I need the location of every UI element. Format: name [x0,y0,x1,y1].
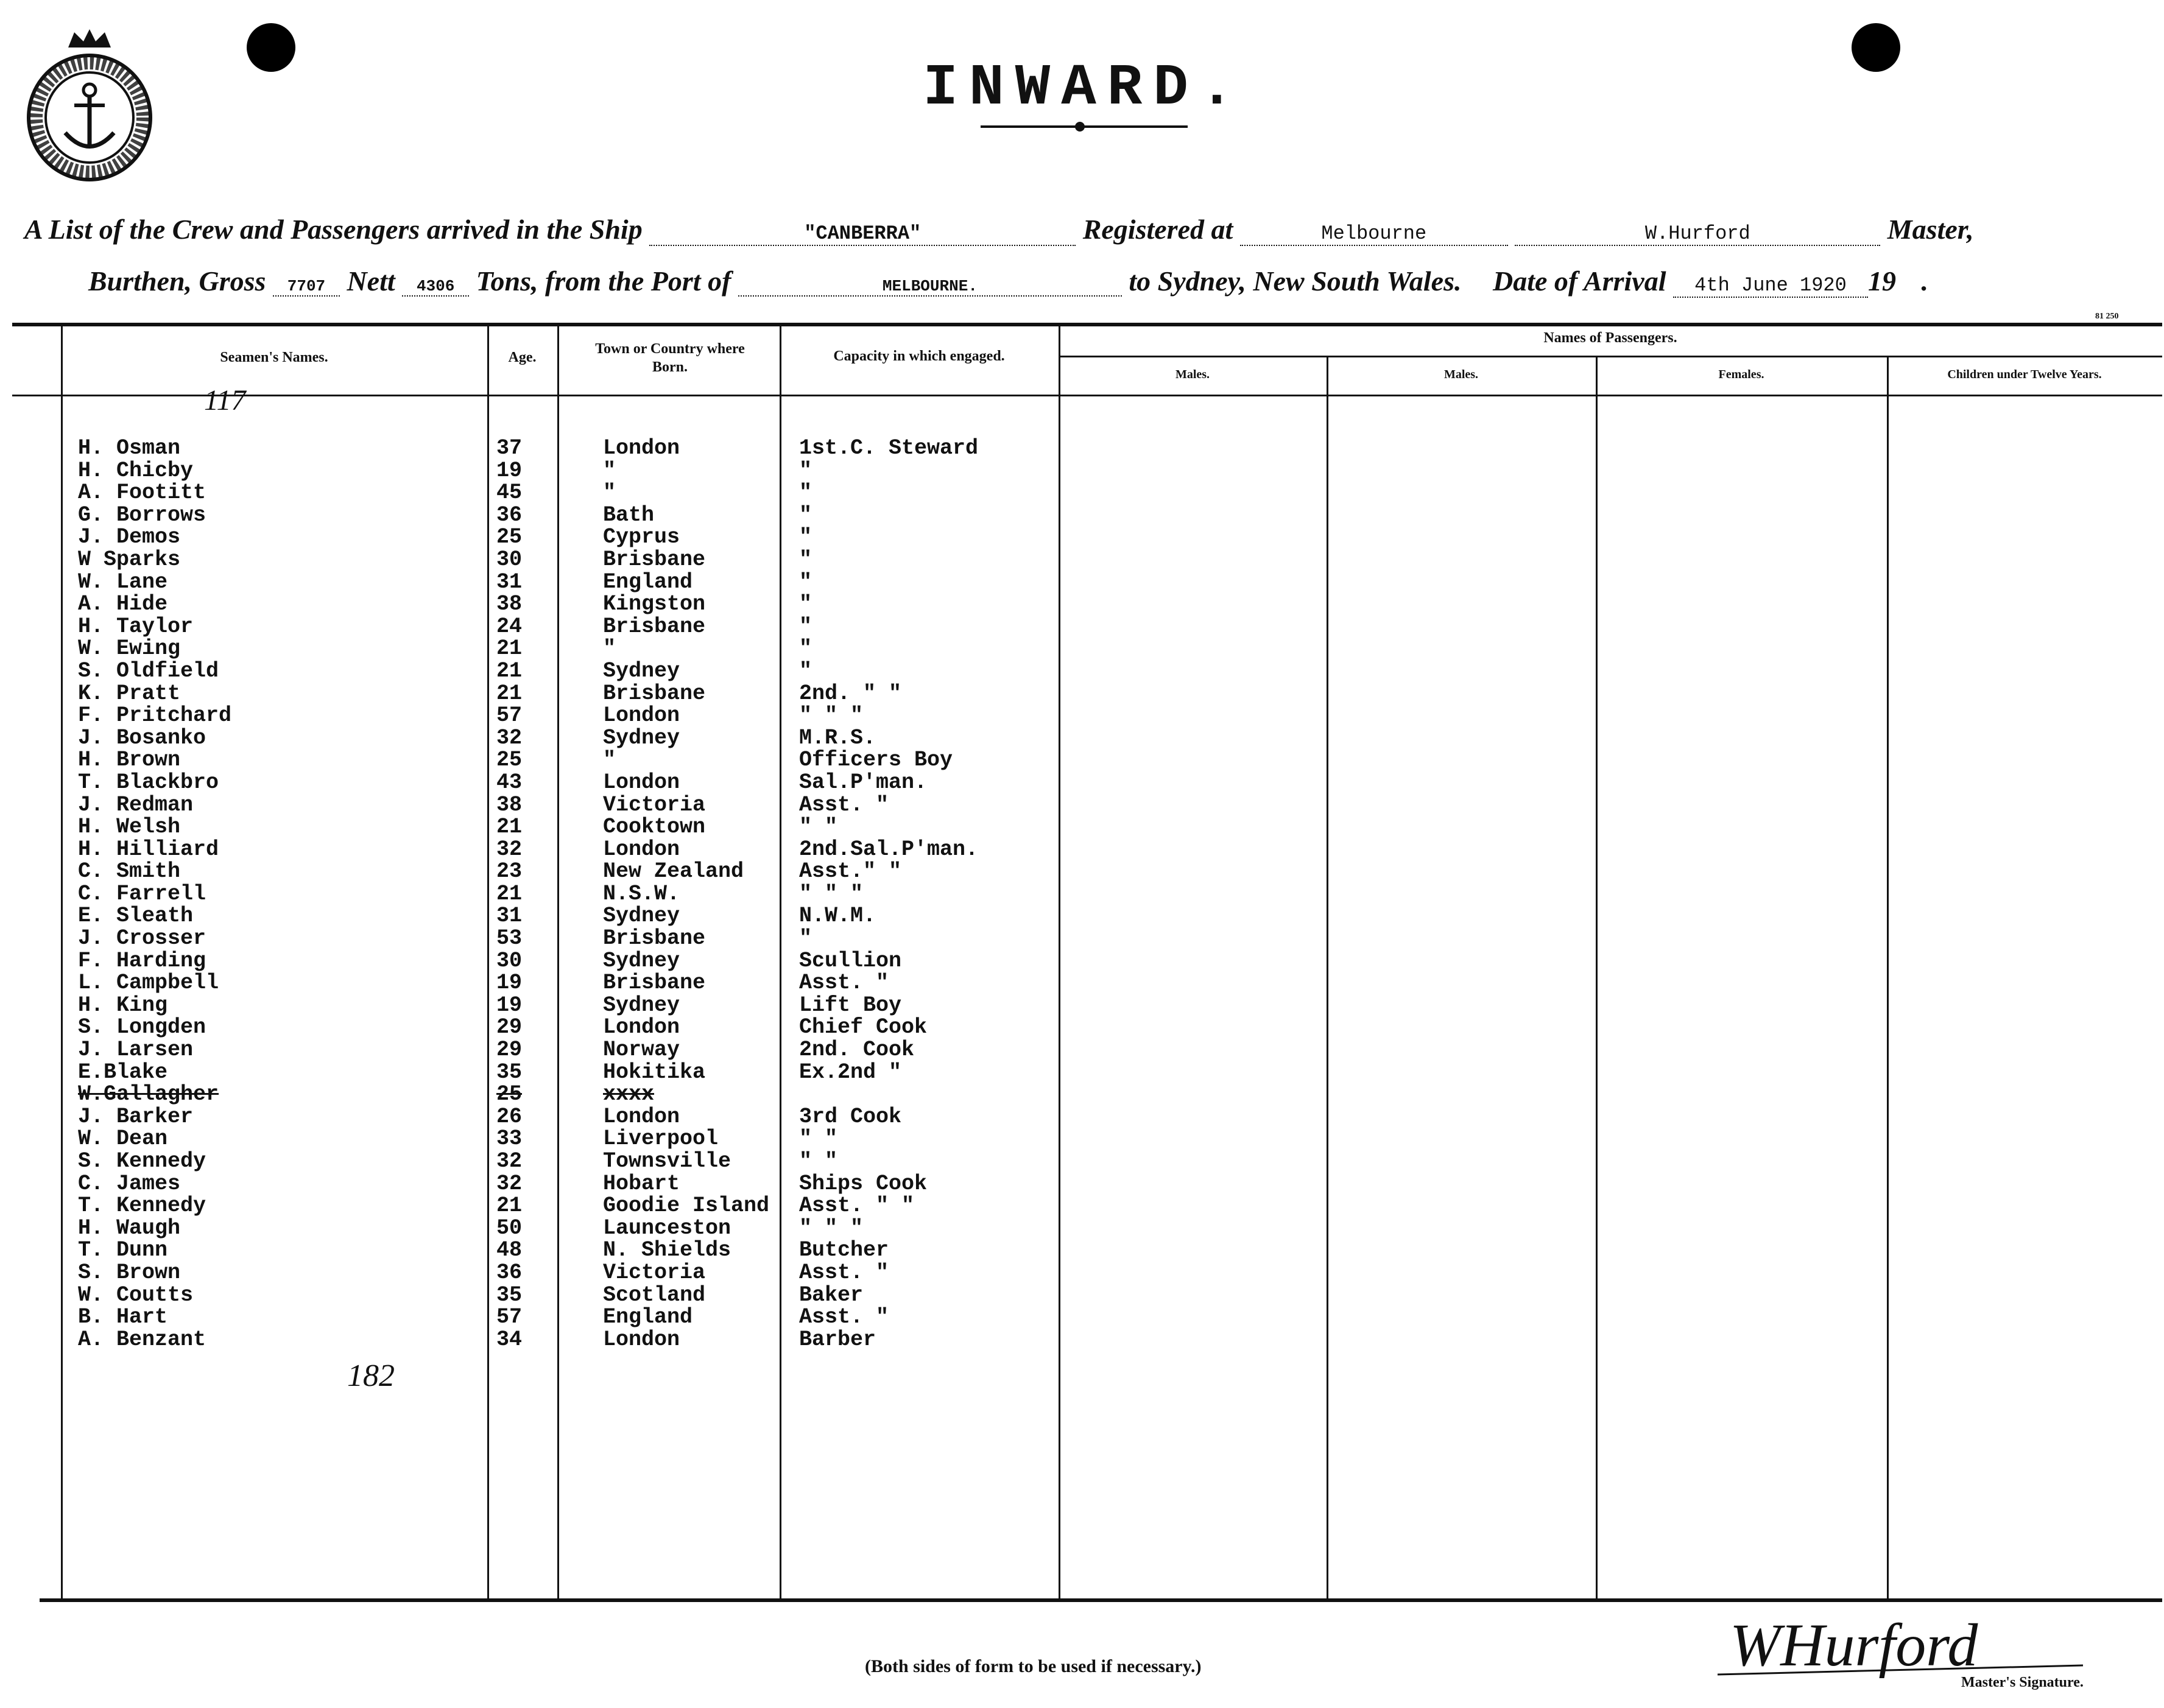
seaman-capacity: " " " [799,703,864,728]
seaman-name: W. Coutts [78,1282,194,1307]
seaman-capacity: Asst. " " [799,1193,915,1218]
seaman-birthplace: England [603,1305,693,1330]
table-row [0,526,2164,549]
seaman-name: H. Brown [78,748,181,773]
passengers-subheader-rule [1059,356,2162,357]
seaman-birthplace: Townsville [603,1149,731,1173]
master-name: W.Hurford [1515,222,1880,246]
seaman-capacity: " " [799,1126,838,1151]
seaman-name: T. Blackbro [78,770,219,795]
seaman-name: C. Smith [78,859,181,884]
seaman-birthplace: Sydney [603,948,680,973]
seaman-name: W Sparks [78,547,181,572]
seaman-age: 25 [496,525,523,550]
master-label: Master, [1887,214,1974,245]
seaman-birthplace: Brisbane [603,614,706,639]
header-children: Children under Twelve Years. [1947,368,2102,381]
seaman-name: J. Bosanko [78,725,206,750]
seaman-capacity: 2nd.Sal.P'man. [799,837,979,862]
seaman-capacity: Officers Boy [799,748,953,773]
seaman-age: 30 [496,547,523,572]
nett-tonnage: 4306 [402,277,469,297]
seaman-age: 57 [496,703,523,728]
table-row [0,1239,2164,1262]
table-row [0,794,2164,817]
table-row [0,972,2164,994]
seaman-birthplace: " [603,458,616,483]
header-passengers: Names of Passengers. [1543,330,1677,346]
seaman-age: 48 [496,1238,523,1263]
seaman-age: 37 [496,436,523,460]
seaman-age: 19 [496,458,523,483]
seaman-capacity: Asst. " [799,1305,889,1330]
gross-tonnage: 7707 [273,277,340,297]
seaman-birthplace: London [603,703,680,728]
seaman-capacity: Sal.P'man. [799,770,928,795]
header-capacity: Capacity in which engaged. [833,348,1005,364]
margin-count-bottom: 182 [347,1358,395,1393]
seaman-name: A. Hide [78,592,168,617]
seaman-name: S. Brown [78,1260,181,1285]
table-row [0,593,2164,616]
seaman-name: S. Longden [78,1015,206,1040]
table-row [0,683,2164,705]
seaman-birthplace: Hobart [603,1171,680,1196]
seaman-birthplace: N.S.W. [603,881,680,906]
seaman-capacity: " [799,502,812,527]
table-row [0,616,2164,638]
seaman-name: C. Farrell [78,881,206,906]
seaman-age: 33 [496,1126,523,1151]
table-row [0,927,2164,950]
seaman-age: 32 [496,725,523,750]
seaman-name: F. Harding [78,948,206,973]
table-row [0,838,2164,861]
seaman-age: 25 [496,748,523,773]
seaman-birthplace: Victoria [603,792,706,817]
seaman-capacity: Asst." " [799,859,902,884]
seaman-name: E.Blake [78,1060,168,1084]
seaman-birthplace: N. Shields [603,1238,731,1263]
seaman-age: 35 [496,1060,523,1084]
seaman-birthplace: Norway [603,1038,680,1063]
table-row [0,1329,2164,1351]
table-row [0,1039,2164,1061]
seaman-capacity: " [799,458,812,483]
table-row [0,504,2164,527]
header-females: Females. [1718,368,1764,381]
table-row [0,994,2164,1017]
seaman-capacity: Butcher [799,1238,889,1263]
seaman-birthplace: Sydney [603,658,680,683]
seaman-age: 36 [496,502,523,527]
table-row [0,749,2164,771]
seaman-birthplace: London [603,1015,680,1040]
crew-list [0,437,2164,1351]
seaman-name: H. Hilliard [78,837,219,862]
seaman-birthplace: Sydney [603,904,680,929]
header-seamen-names: Seamen's Names. [220,350,328,365]
seaman-capacity: Asst. " [799,792,889,817]
seaman-capacity: " [799,926,812,951]
seaman-name: C. James [78,1171,181,1196]
seaman-birthplace: New Zealand [603,859,744,884]
seaman-name: A. Benzant [78,1327,206,1352]
signature-label: Master's Signature. [1961,1675,2084,1690]
table-row [0,1173,2164,1195]
seaman-capacity: " [799,658,812,683]
seaman-age: 38 [496,792,523,817]
seaman-age: 31 [496,569,523,594]
seaman-capacity: Lift Boy [799,993,902,1017]
table-row [0,549,2164,571]
seaman-birthplace: Cooktown [603,815,706,840]
seaman-capacity: " " [799,1149,838,1173]
seaman-name: W. Dean [78,1126,168,1151]
seaman-age: 19 [496,971,523,996]
tons-label: Tons, from the Port of [476,265,731,297]
table-top-rule [12,323,2162,326]
seaman-birthplace: Bath [603,502,655,527]
seaman-age: 21 [496,658,523,683]
seaman-age: 43 [496,770,523,795]
table-row [0,816,2164,838]
header-town: Town or Country where Born. [595,341,745,375]
seaman-name: J. Redman [78,792,194,817]
table-row [0,1106,2164,1128]
seaman-capacity: Chief Cook [799,1015,928,1040]
seaman-age: 45 [496,480,523,505]
seaman-name: H. King [78,993,168,1017]
seaman-age: 26 [496,1104,523,1129]
table-row [0,1306,2164,1329]
seaman-name: B. Hart [78,1305,168,1330]
seaman-capacity: 3rd Cook [799,1104,902,1129]
seaman-name: A. Footitt [78,480,206,505]
seaman-age: 30 [496,948,523,973]
seaman-age: 53 [496,926,523,951]
seaman-capacity: " " " [799,881,864,906]
seaman-capacity: Barber [799,1327,876,1352]
seaman-age: 38 [496,592,523,617]
seaman-birthplace: Victoria [603,1260,706,1285]
seaman-name: J. Larsen [78,1038,194,1063]
seaman-age: 21 [496,815,523,840]
table-row [0,1128,2164,1150]
seaman-age: 24 [496,614,523,639]
table-row [0,860,2164,883]
table-row [0,727,2164,750]
seaman-birthplace: Goodie Island [603,1193,770,1218]
shipping-office-seal [26,29,153,181]
seaman-birthplace: Brisbane [603,926,706,951]
seaman-age: 35 [496,1282,523,1307]
seaman-age: 32 [496,837,523,862]
table-row [0,1217,2164,1240]
table-header-bottom-rule [12,395,2162,396]
ship-name: "CANBERRA" [649,222,1076,246]
seaman-capacity: " [799,480,812,505]
destination-label: to Sydney, New South Wales. [1129,265,1462,297]
seaman-capacity: " [799,614,812,639]
margin-count-top: 117 [204,384,246,416]
seaman-birthplace: " [603,480,616,505]
seaman-birthplace: xxxx [603,1082,655,1107]
seaman-age: 21 [496,881,523,906]
table-bottom-rule [40,1598,2162,1602]
header-males-1: Males. [1175,368,1210,381]
seaman-age: 50 [496,1215,523,1240]
seaman-name: G. Borrows [78,502,206,527]
table-row [0,1083,2164,1106]
punch-hole-right [1852,23,1900,72]
seaman-name: W.Gallagher [78,1082,219,1107]
seaman-name: T. Kennedy [78,1193,206,1218]
seaman-capacity: Asst. " [799,1260,889,1285]
form-title: INWARD. [923,55,1246,121]
seaman-birthplace: " [603,636,616,661]
header-prefix: A List of the Crew and Passengers arrived in the Ship [24,214,643,245]
seaman-name: K. Pratt [78,681,181,706]
seaman-capacity: Scullion [799,948,902,973]
seaman-birthplace: Brisbane [603,547,706,572]
table-row [0,1284,2164,1307]
arrival-label: Date of Arrival [1493,265,1666,297]
table-row [0,1016,2164,1039]
seaman-name: W. Lane [78,569,168,594]
seaman-name: W. Ewing [78,636,181,661]
seaman-age: 29 [496,1038,523,1063]
seaman-birthplace: Scotland [603,1282,706,1307]
seaman-name: S. Oldfield [78,658,219,683]
registered-port: Melbourne [1240,222,1508,246]
seaman-birthplace: " [603,748,616,773]
table-row [0,705,2164,727]
seaman-capacity: Ex.2nd " [799,1060,902,1084]
table-row [0,905,2164,927]
seaman-birthplace: Cyprus [603,525,680,550]
port-of-departure: MELBOURNE. [738,277,1122,297]
form-code: 81 250 [2095,312,2119,321]
footer-note: (Both sides of form to be used if necessary.) [865,1656,1202,1676]
seaman-name: H. Waugh [78,1215,181,1240]
seaman-age: 25 [496,1082,523,1107]
seaman-name: H. Osman [78,436,181,460]
table-row [0,1195,2164,1217]
registered-label: Registered at [1082,214,1233,245]
seaman-birthplace: London [603,770,680,795]
seaman-capacity: Asst. " [799,971,889,996]
seaman-birthplace: London [603,436,680,460]
seaman-birthplace: Brisbane [603,681,706,706]
seaman-capacity: M.R.S. [799,725,876,750]
year-suffix: 19 [1868,265,1896,297]
seaman-age: 29 [496,1015,523,1040]
header-males-2: Males. [1443,368,1479,381]
seaman-capacity: 2nd. " " [799,681,902,706]
seaman-birthplace: London [603,1327,680,1352]
punch-hole-left [247,23,295,72]
table-row [0,771,2164,794]
table-row [0,482,2164,504]
line-end: . [1921,265,1928,297]
seaman-name: H. Taylor [78,614,194,639]
seaman-age: 31 [496,904,523,929]
seaman-birthplace: Launceston [603,1215,731,1240]
seaman-name: J. Demos [78,525,181,550]
table-row [0,1150,2164,1173]
seaman-capacity: Baker [799,1282,864,1307]
seaman-age: 23 [496,859,523,884]
seaman-birthplace: London [603,837,680,862]
seaman-capacity: 2nd. Cook [799,1038,915,1063]
burthen-label: Burthen, Gross [88,265,266,297]
table-row [0,1061,2164,1084]
table-row [0,883,2164,905]
seaman-birthplace: Sydney [603,725,680,750]
seaman-birthplace: Hokitika [603,1060,706,1084]
seaman-capacity: " [799,525,812,550]
seaman-name: L. Campbell [78,971,219,996]
signature-text: WHurford [1730,1611,1978,1679]
header-line-1 [24,213,1974,246]
table-row [0,950,2164,972]
seaman-birthplace: Kingston [603,592,706,617]
seaman-capacity: 1st.C. Steward [799,436,979,460]
seaman-name: F. Pritchard [78,703,232,728]
table-row [0,638,2164,660]
seaman-name: J. Barker [78,1104,194,1129]
seaman-birthplace: London [603,1104,680,1129]
table-row [0,437,2164,460]
seaman-birthplace: England [603,569,693,594]
table-row [0,660,2164,683]
seaman-age: 21 [496,1193,523,1218]
seaman-capacity: " " " [799,1215,864,1240]
seaman-name: T. Dunn [78,1238,168,1263]
seaman-age: 57 [496,1305,523,1330]
seaman-birthplace: Brisbane [603,971,706,996]
seaman-age: 36 [496,1260,523,1285]
arrival-date: 4th June 1920 [1673,274,1868,298]
seaman-capacity: " " [799,815,838,840]
seaman-capacity: " [799,547,812,572]
seaman-age: 32 [496,1171,523,1196]
seaman-age: 21 [496,636,523,661]
seaman-capacity: " [799,636,812,661]
seaman-age: 32 [496,1149,523,1173]
seaman-capacity: " [799,592,812,617]
header-age: Age. [508,350,537,365]
seaman-name: H. Chicby [78,458,194,483]
seaman-birthplace: Sydney [603,993,680,1017]
table-row [0,571,2164,594]
seaman-name: J. Crosser [78,926,206,951]
seaman-age: 19 [496,993,523,1017]
seaman-name: H. Welsh [78,815,181,840]
seaman-capacity: N.W.M. [799,904,876,929]
table-row [0,460,2164,482]
seaman-capacity: Ships Cook [799,1171,928,1196]
header-line-2 [88,265,1928,298]
seaman-age: 21 [496,681,523,706]
seaman-name: S. Kennedy [78,1149,206,1173]
seaman-capacity: " [799,569,812,594]
seaman-birthplace: Liverpool [603,1126,719,1151]
nett-label: Nett [347,265,395,297]
title-ornament [1075,122,1085,132]
seaman-age: 34 [496,1327,523,1352]
table-row [0,1262,2164,1284]
seaman-name: E. Sleath [78,904,194,929]
